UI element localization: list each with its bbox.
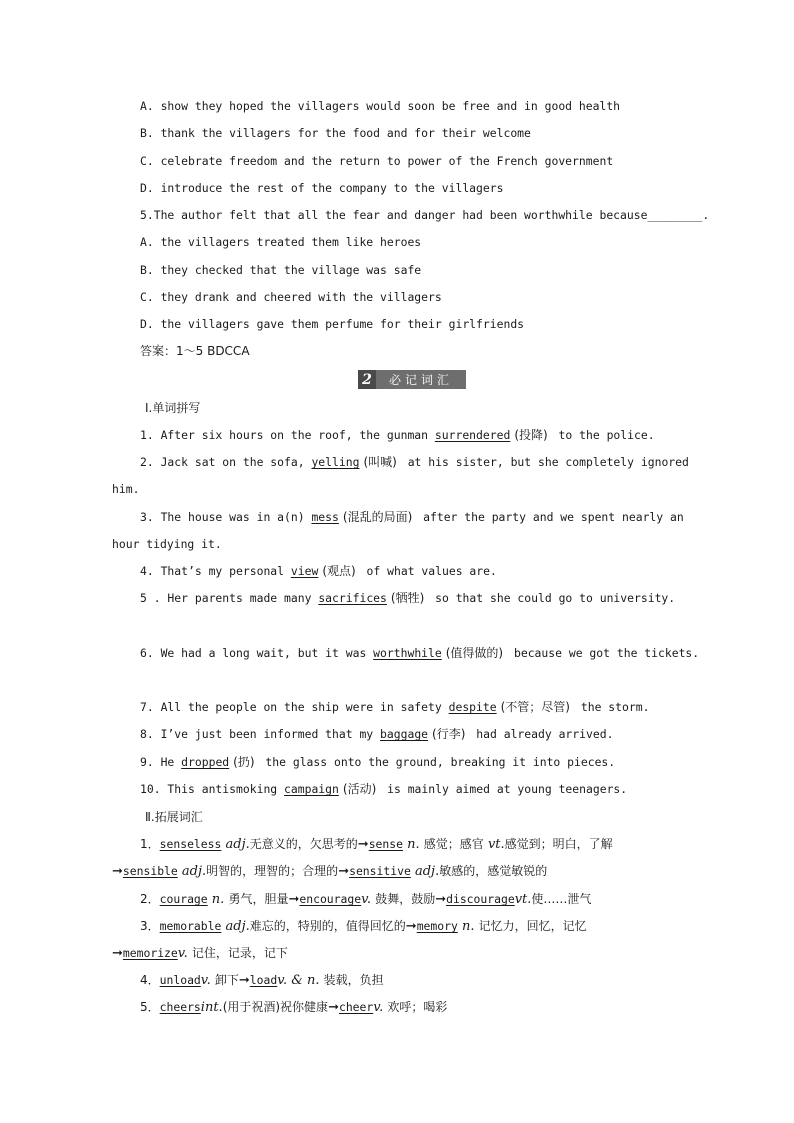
ext1-word2: sense — [368, 837, 403, 851]
ext1-pos5: adj. — [414, 864, 440, 879]
spelling-item-pre: 8. I’ve just been informed that my — [140, 727, 381, 741]
ext1-pos1: adj. — [225, 837, 250, 852]
ext2-pos1: n. — [211, 892, 225, 907]
ext2-pos2: v. — [361, 892, 372, 907]
spelling-item-pre: 3. The house was in a(n) — [140, 510, 312, 524]
q5-option-a: A. the villagers treated them like heroes — [140, 235, 422, 249]
ext3-num: 3． — [140, 919, 160, 933]
banner-number: 2 — [358, 370, 376, 389]
ext1-def4: 明智的，理智的；合理的 — [206, 864, 339, 878]
ext1-def1: 无意义的，欠思考的 — [249, 837, 358, 851]
spelling-item-word: sacrifices — [318, 591, 387, 605]
spelling-item-pre: 2. Jack sat on the sofa, — [140, 455, 312, 469]
ext3-def2: 记忆力，回忆，记忆 — [478, 919, 587, 933]
q5-option-b: B. they checked that the village was safe — [140, 263, 422, 277]
spelling-item-pre: 1. After six hours on the roof, the gunman — [140, 428, 435, 442]
spelling-item-post: is mainly aimed at young teenagers. — [380, 782, 628, 796]
ext4-word2: load — [249, 973, 278, 987]
ext4-num: 4． — [140, 973, 160, 987]
ext5-pos1: int. — [200, 1000, 223, 1015]
ext5-def2: 欢呼；喝彩 — [387, 1000, 448, 1014]
q4-option-b: B. thank the villagers for the food and for their welcome — [140, 126, 531, 140]
spelling-item-post: to the police. — [551, 428, 655, 442]
spelling-item-post: of what values are. — [359, 564, 497, 578]
ext1-pos3: vt. — [487, 837, 505, 852]
spelling-item-cn: (活动) — [342, 782, 377, 796]
spelling-item-word: view — [290, 564, 319, 578]
section2-heading: Ⅱ.拓展词汇 — [145, 810, 203, 824]
ext-item-1 — [112, 831, 710, 885]
spelling-item-cn: (行李) — [432, 727, 466, 741]
ext3-def3: 记住，记录，记下 — [191, 946, 288, 960]
spelling-item-cn: (值得做的) — [445, 646, 504, 660]
ext1-word1: senseless — [159, 837, 222, 851]
ext3-word1: memorable — [159, 919, 222, 933]
spelling-item-cn: (扔) — [233, 755, 255, 769]
spelling-item-word: campaign — [284, 782, 339, 796]
ext3-word2: memory — [416, 919, 458, 933]
spelling-item-post: after the party and we spent nearly an hour tidying it. — [112, 510, 684, 551]
ext-item-2 — [112, 886, 710, 913]
ext4-def2: 装载，负担 — [323, 973, 384, 987]
spelling-item-cn: (观点) — [322, 564, 356, 578]
q4-option-a: A. show they hoped the villagers would soon be free and in good health — [140, 99, 621, 113]
ext2-def3: 使……泄气 — [531, 892, 592, 906]
arrow-icon: ➞ — [338, 864, 350, 879]
arrow-icon: ➞ — [328, 1000, 339, 1015]
ext3-pos1: adj. — [225, 919, 250, 934]
ext2-word1: courage — [159, 892, 208, 906]
ext4-word1: unload — [159, 973, 201, 987]
ext-item-3 — [112, 913, 710, 967]
spelling-item-post: the glass onto the ground, breaking it into pieces. — [258, 755, 616, 769]
ext5-word1: cheers — [159, 1000, 201, 1014]
ext3-pos3: v. — [177, 946, 188, 961]
spelling-item-pre: 4. That’s my personal — [140, 564, 291, 578]
spelling-item-cn: (牺牲) — [390, 591, 425, 605]
ext1-num: 1． — [140, 837, 160, 851]
spelling-item — [112, 694, 710, 721]
ext3-pos2: n. — [461, 919, 475, 934]
ext5-word2: cheer — [338, 1000, 374, 1014]
spelling-item — [112, 749, 710, 776]
spelling-item — [112, 721, 710, 748]
ext1-pos4: adj. — [181, 864, 207, 879]
spelling-item-word: surrendered — [434, 428, 511, 442]
ext4-pos2: v. & n. — [277, 973, 320, 988]
spelling-item — [112, 422, 710, 449]
ext5-num: 5． — [140, 1000, 160, 1014]
spelling-item-cn: (叫喊) — [363, 455, 397, 469]
arrow-icon: ➞ — [112, 864, 123, 879]
ext5-def1: (用于祝酒)祝你健康 — [222, 1000, 329, 1014]
arrow-icon: ➞ — [405, 919, 417, 934]
banner-title: 必记词汇 — [388, 373, 453, 387]
ext2-pos3: vt. — [514, 892, 532, 907]
ext2-word3: discourage — [446, 892, 515, 906]
spelling-item — [112, 585, 710, 612]
q4-option-d: D. introduce the rest of the company to the villagers — [140, 181, 504, 195]
spelling-item-pre: 5 . Her parents made many — [140, 591, 319, 605]
arrow-icon: ➞ — [288, 892, 300, 907]
arrow-icon: ➞ — [435, 892, 447, 907]
ext3-word3: memorize — [122, 946, 178, 960]
ext5-pos2: v. — [373, 1000, 384, 1015]
spelling-item-post: the storm. — [574, 700, 650, 714]
ext1-word3: sensible — [122, 864, 178, 878]
section1-heading: Ⅰ.单词拼写 — [145, 401, 201, 415]
ext2-def2: 鼓舞，鼓励 — [375, 892, 436, 906]
spelling-item — [112, 558, 710, 585]
spelling-item-post: had already arrived. — [469, 727, 614, 741]
spelling-item-cn: (不管；尽管) — [500, 700, 570, 714]
ext1-def3: 感觉到；明白，了解 — [504, 837, 613, 851]
spelling-item-post: so that she could go to university. — [428, 591, 676, 605]
arrow-icon: ➞ — [112, 946, 123, 961]
spelling-item-word: despite — [448, 700, 497, 714]
ext2-word2: encourage — [299, 892, 362, 906]
ext1-def2: 感觉；感官 — [423, 837, 484, 851]
spelling-item-word: mess — [311, 510, 339, 524]
ext1-word4: sensitive — [349, 864, 411, 878]
spelling-item-pre: 6. We had a long wait, but it was — [140, 646, 374, 660]
ext4-pos1: v. — [200, 973, 211, 988]
spelling-item-pre: 7. All the people on the ship were in safety — [140, 700, 449, 714]
q4-option-c: C. celebrate freedom and the return to power of the French government — [140, 154, 614, 168]
arrow-icon: ➞ — [357, 837, 369, 852]
spelling-item-post: because we got the tickets. — [507, 646, 700, 660]
ext4-def1: 卸下 — [214, 973, 239, 987]
q5-stem: 5.The author felt that all the fear and danger had been worthwhile because________. — [140, 208, 710, 222]
spelling-item — [112, 640, 710, 667]
spelling-item-word: baggage — [380, 727, 429, 741]
spelling-item-pre: 10. This antismoking — [140, 782, 285, 796]
answer-key: 答案：1～5 BDCCA — [140, 344, 250, 358]
q5-option-d: D. the villagers gave them perfume for their girlfriends — [140, 317, 525, 331]
ext1-pos2: n. — [407, 837, 420, 852]
ext1-def5: 敏感的，感觉敏锐的 — [439, 864, 548, 878]
spelling-item-cn: (混乱的局面) — [342, 510, 413, 524]
spelling-item-cn: (投降) — [514, 428, 548, 442]
ext2-num: 2． — [140, 892, 160, 906]
ext3-def1: 难忘的，特别的，值得回忆的 — [249, 919, 406, 933]
ext-item-5 — [112, 994, 710, 1021]
spelling-item-word: dropped — [181, 755, 230, 769]
spelling-item-word: worthwhile — [373, 646, 442, 660]
spelling-item-word: yelling — [311, 455, 360, 469]
spelling-item-post: at his sister, but she completely ignored him. — [112, 455, 689, 496]
section-banner — [358, 370, 466, 389]
spelling-item — [112, 449, 710, 503]
arrow-icon: ➞ — [238, 973, 250, 988]
spelling-item — [112, 504, 710, 558]
spelling-item-pre: 9. He — [140, 755, 182, 769]
ext2-def1: 勇气，胆量 — [228, 892, 289, 906]
q5-option-c: C. they drank and cheered with the villagers — [140, 290, 442, 304]
spelling-item — [112, 776, 710, 803]
ext-item-4 — [112, 967, 710, 994]
